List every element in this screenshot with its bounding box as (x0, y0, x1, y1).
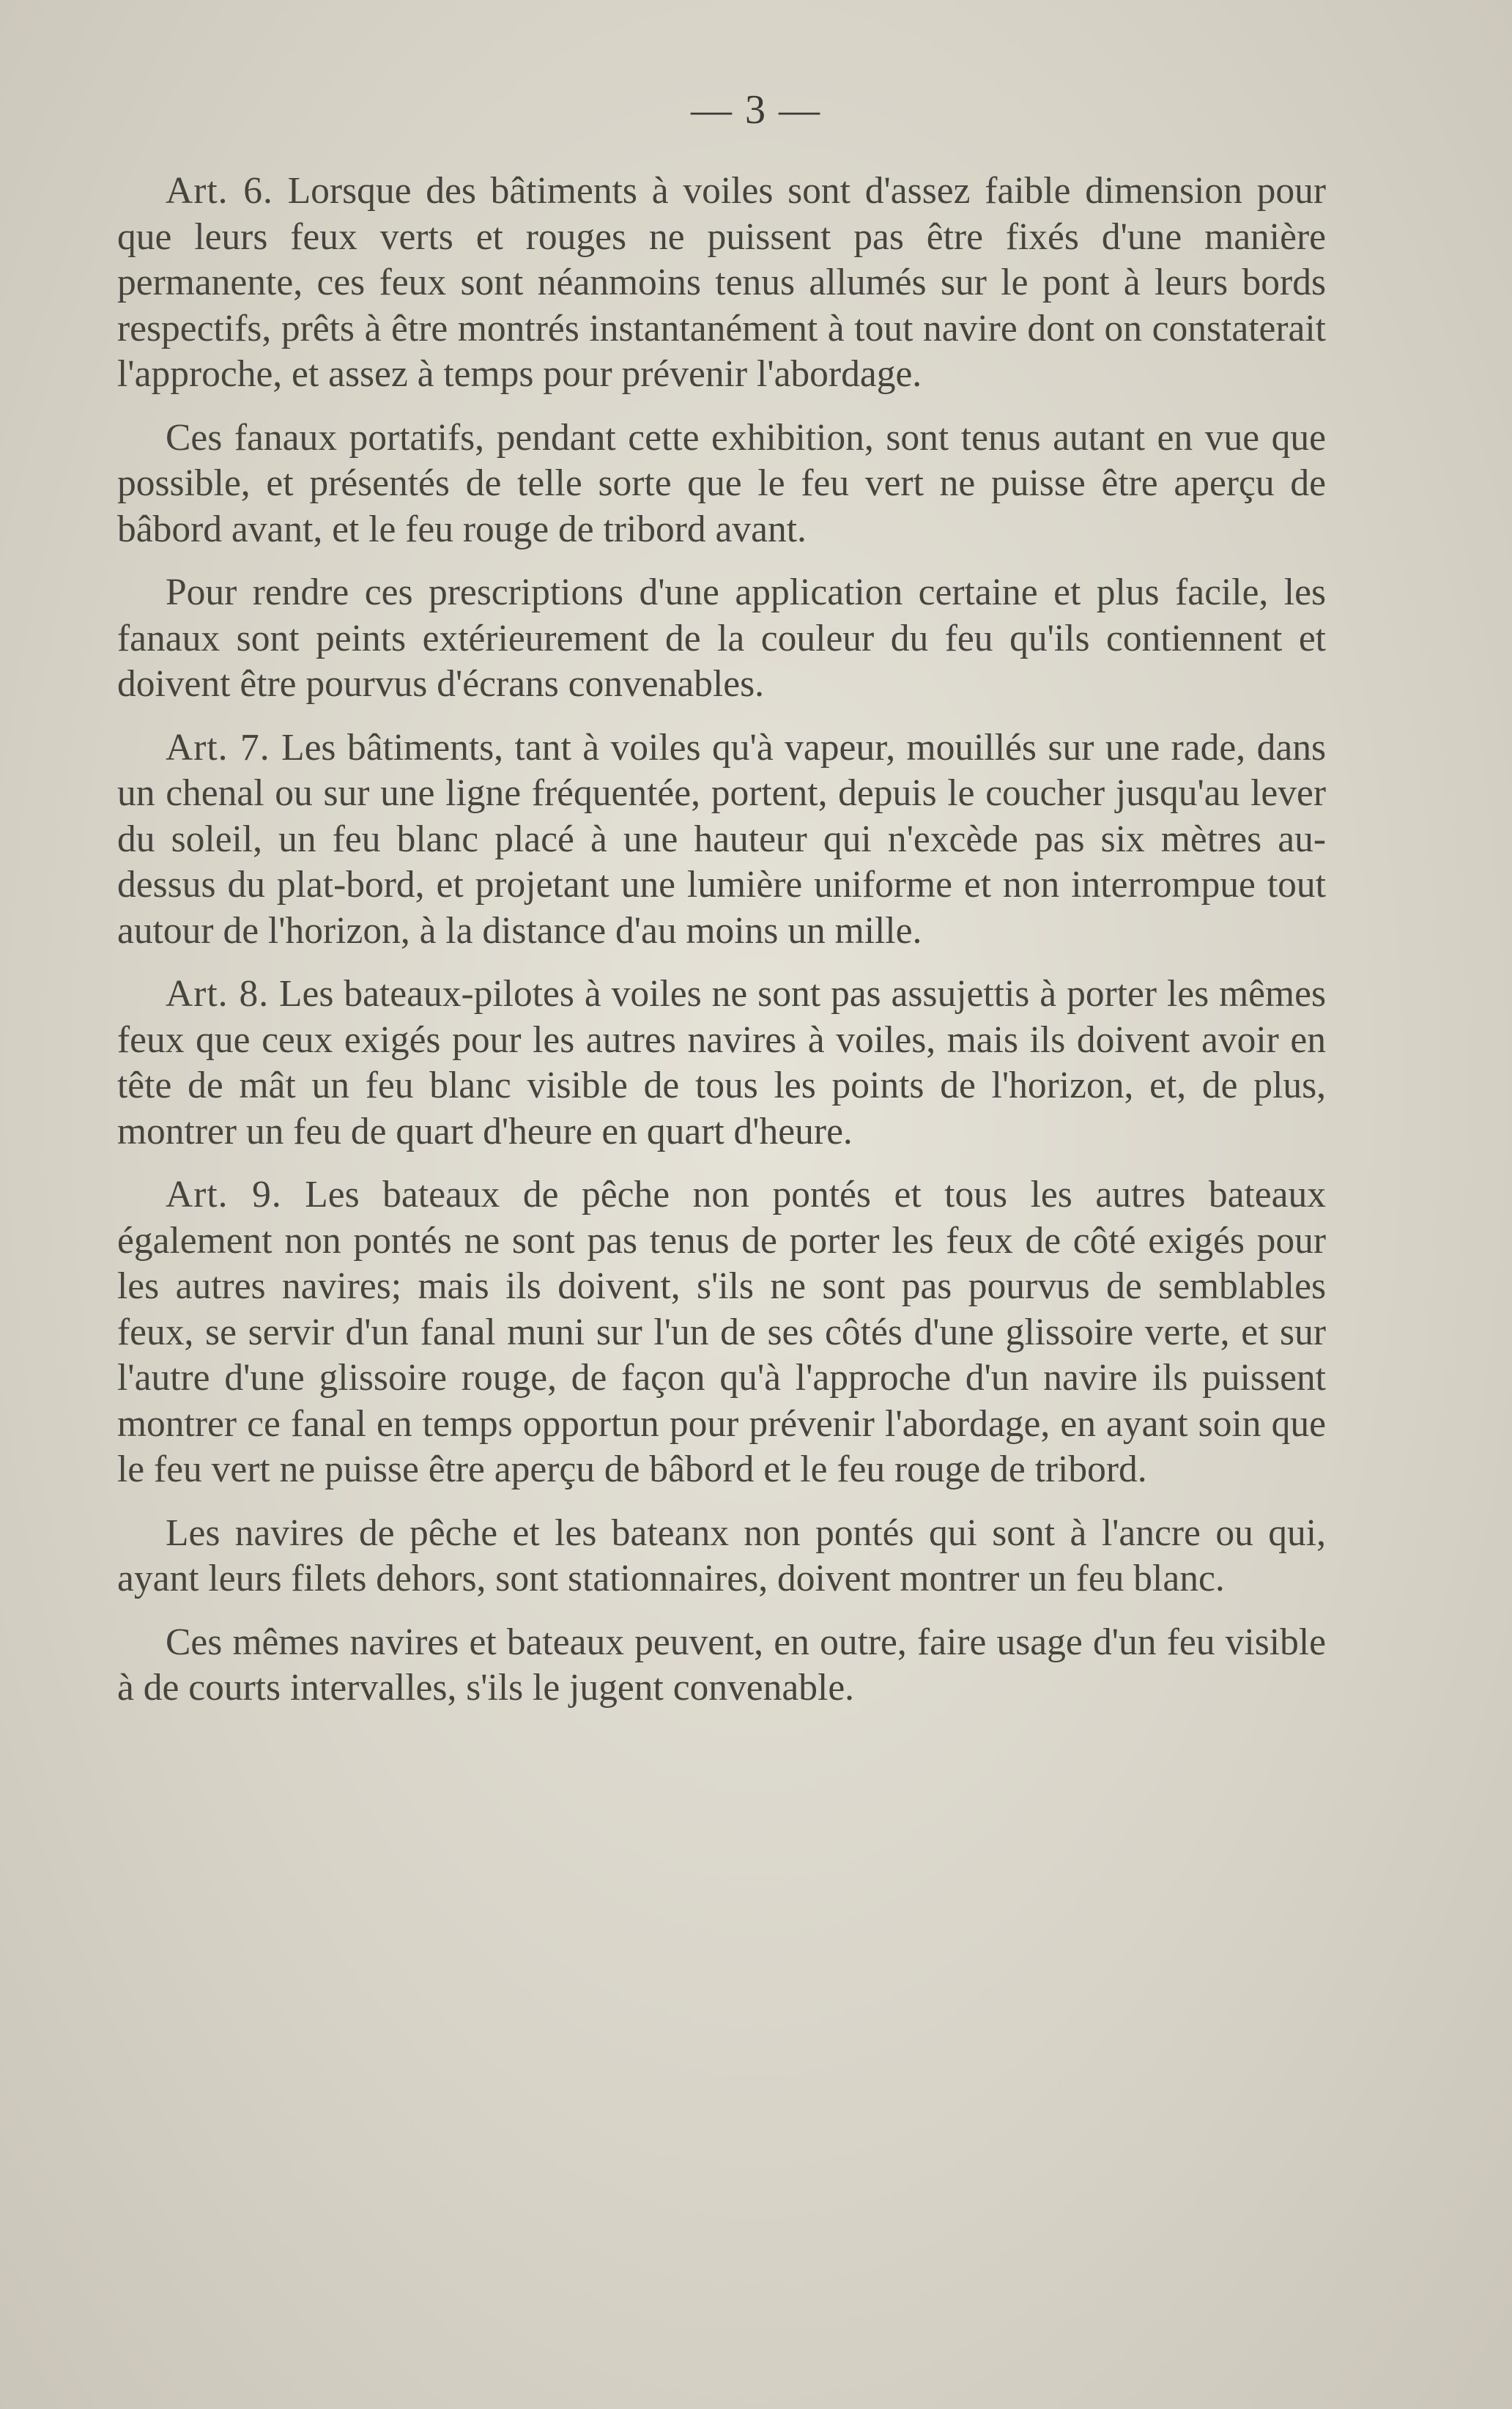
article-label: Art. 8. (166, 973, 270, 1015)
paragraph-art-7 (117, 725, 1326, 955)
paragraph-art-9 (117, 1172, 1326, 1493)
paragraph-text: Lorsque des bâtiments à voiles sont d'assez faible dimension pour que leurs feux verts et rouges ne puissent pas être fixés d'une manière permanente, ces feux sont néanmoins tenus allumés sur le pont à leurs bords respectifs, prêts à être montrés instantanément à tout navire dont on constaterait l'approche, et assez à temps pour prévenir l'abordage. (117, 170, 1326, 395)
paragraph-prescriptions (117, 570, 1326, 708)
paragraph-text: Pour rendre ces prescriptions d'une application certaine et plus facile, les fanaux sont peints extérieurement de la couleur du feu qu'ils contiennent et doivent être pourvus d'écrans convenables. (117, 571, 1326, 705)
article-label: Art. 7. (166, 726, 270, 769)
paragraph-text: Ces fanaux portatifs, pendant cette exhibition, sont tenus autant en vue que possible, et présentés de telle sorte que le feu vert ne puisse être aperçu de bâbord avant, et le feu rouge de tribord avant. (117, 416, 1326, 550)
paragraph-text: Les bateaux-pilotes à voiles ne sont pas assujettis à porter les mêmes feux que ceux exigés pour les autres navires à voiles, mais ils doivent avoir en tête de mât un feu blanc visible de tous les points de l'horizon, et, de plus, montrer un feu de quart d'heure en quart d'heure. (117, 973, 1326, 1152)
page-number: — 3 — (691, 87, 821, 133)
paragraph-text: Les bateaux de pêche non pontés et tous les autres bateaux également non pontés ne sont pas tenus de porter les feux de côté exigés pour les autres navires; mais ils doivent, s'ils ne sont pas pourvus de semblables feux, se servir d'un fanal muni sur l'un de ses côtés d'une glissoire verte, et sur l'autre d'une glissoire rouge, de façon qu'à l'approche d'un navire ils puissent montrer ce fanal en temps opportun pour prévenir l'abordage, en ayant soin que le feu vert ne puisse être aperçu de bâbord et le feu rouge de tribord. (117, 1174, 1326, 1490)
paragraph-feu-intervalles (117, 1620, 1326, 1712)
body-text (117, 169, 1326, 1729)
paragraph-text: Les bâtiments, tant à voiles qu'à vapeur, mouillés sur une rade, dans un chenal ou sur une ligne fréquentée, portent, depuis le coucher jusqu'au lever du soleil, un feu blanc placé à une hauteur qui n'excède pas six mètres au-dessus du plat-bord, et projetant une lumière uniforme et non interrompue tout autour de l'horizon, à la distance d'au moins un mille. (117, 726, 1327, 952)
paragraph-art-6 (117, 169, 1326, 398)
paragraph-text: Les navires de pêche et les bateanx non pontés qui sont à l'ancre ou qui, ayant leurs filets dehors, sont stationnaires, doivent montrer un feu blanc. (117, 1511, 1326, 1599)
paragraph-text: Ces mêmes navires et bateaux peuvent, en outre, faire usage d'un feu visible à de courts intervalles, s'ils le jugent convenable. (117, 1621, 1326, 1709)
article-label: Art. 9. (166, 1174, 282, 1215)
article-label: Art. 6. (166, 170, 273, 212)
paragraph-fanaux (117, 415, 1326, 553)
paragraph-art-8 (117, 972, 1326, 1155)
paragraph-navires-peche (117, 1511, 1326, 1602)
